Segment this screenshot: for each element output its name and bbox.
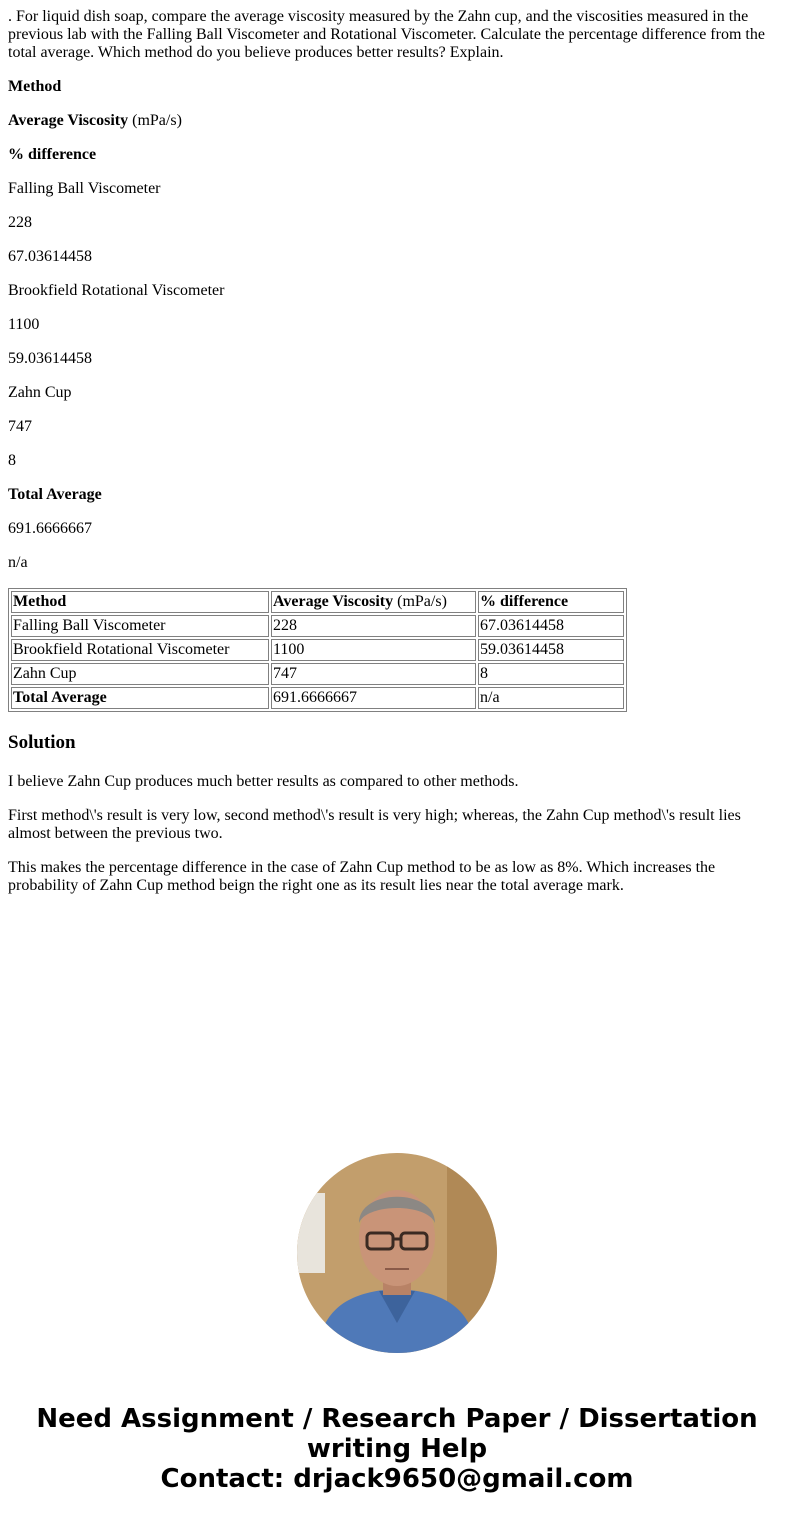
row2-avg: 1100 xyxy=(8,316,40,333)
solution-paragraph: I believe Zahn Cup produces much better results as compared to other methods. xyxy=(8,773,519,790)
table-cell: Zahn Cup xyxy=(11,663,269,685)
header-method: Method xyxy=(8,78,62,95)
table-cell: 8 xyxy=(478,663,624,685)
footer-line: Need Assignment / Research Paper / Dissertation xyxy=(36,1404,758,1434)
header-percent-difference: % difference xyxy=(8,146,97,163)
viscosity-table xyxy=(8,588,627,712)
table-header-cell: Average Viscosity (mPa/s) xyxy=(271,591,476,613)
avatar-portrait xyxy=(297,1153,497,1353)
table-total-row xyxy=(11,687,624,709)
row1-avg: 228 xyxy=(8,214,32,231)
table-cell: n/a xyxy=(478,687,624,709)
row1-method: Falling Ball Viscometer xyxy=(8,180,161,197)
row3-method: Zahn Cup xyxy=(8,384,72,401)
table-cell: Total Average xyxy=(11,687,269,709)
table-cell: 59.03614458 xyxy=(478,639,624,661)
total-label: Total Average xyxy=(8,486,102,503)
footer-banner xyxy=(0,1404,794,1494)
table-cell: Falling Ball Viscometer xyxy=(11,615,269,637)
total-pct: n/a xyxy=(8,554,28,571)
table-cell: Brookfield Rotational Viscometer xyxy=(11,639,269,661)
total-avg: 691.6666667 xyxy=(8,520,92,537)
table-row xyxy=(11,663,624,685)
table-header-cell: % difference xyxy=(478,591,624,613)
footer-line: writing Help xyxy=(306,1434,488,1464)
footer-contact: Contact: drjack9650@gmail.com xyxy=(160,1464,634,1494)
table-header-row xyxy=(11,591,624,613)
table-header-cell: Method xyxy=(11,591,269,613)
question-text: . For liquid dish soap, compare the average viscosity measured by the Zahn cup, and the viscosities measured in the previous lab with the Falling Ball Viscometer and Rotational Viscometer. Calculate the percentage difference from the total average. Which method do you believe produces better results? Explain. xyxy=(8,8,765,61)
solution-paragraph: First method\'s result is very low, second method\'s result is very high; whereas, the Zahn Cup method\'s result lies almost between the previous two. xyxy=(8,807,741,842)
tutor-avatar xyxy=(297,1153,497,1353)
row2-pct: 59.03614458 xyxy=(8,350,92,367)
table-cell: 228 xyxy=(271,615,476,637)
table-cell: 1100 xyxy=(271,639,476,661)
row3-avg: 747 xyxy=(8,418,32,435)
table-cell: 67.03614458 xyxy=(478,615,624,637)
table-row xyxy=(11,615,624,637)
row1-pct: 67.03614458 xyxy=(8,248,92,265)
row2-method: Brookfield Rotational Viscometer xyxy=(8,282,225,299)
solution-heading: Solution xyxy=(8,732,76,753)
table-row xyxy=(11,639,624,661)
row3-pct: 8 xyxy=(8,452,16,469)
header-average-viscosity: Average Viscosity (mPa/s) xyxy=(8,112,182,129)
table-cell: 691.6666667 xyxy=(271,687,476,709)
table-cell: 747 xyxy=(271,663,476,685)
solution-paragraph: This makes the percentage difference in the case of Zahn Cup method to be as low as 8%. Which increases the probability of Zahn Cup method beign the right one as its result lies near the total average mark. xyxy=(8,859,716,894)
